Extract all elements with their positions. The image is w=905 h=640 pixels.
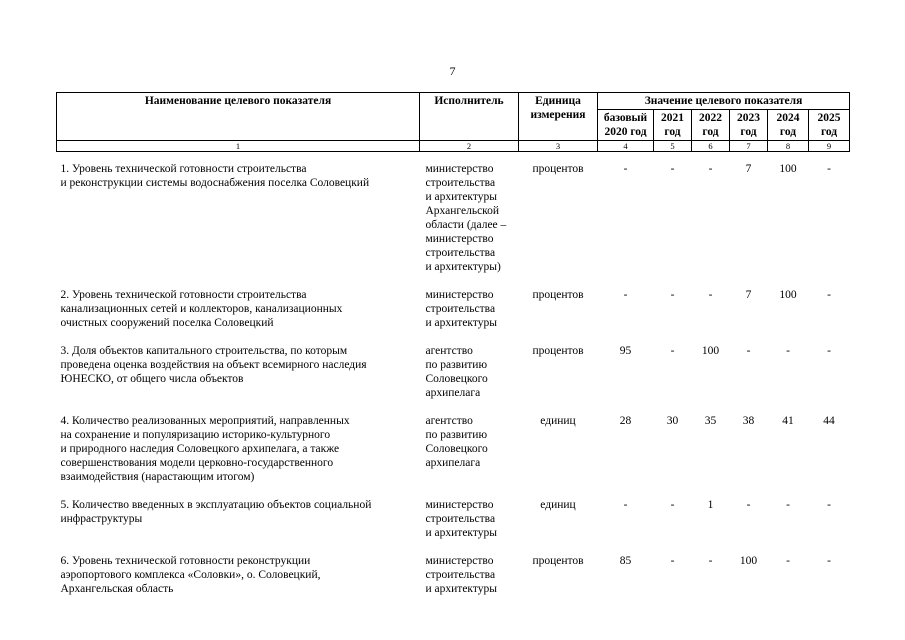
table-body [57,152,850,611]
header-executor: Исполнитель [420,93,519,141]
indicator-executor: министерство строительства и архитектуры [425,289,497,329]
indicator-unit: процентов [532,289,584,301]
col-number: 2 [420,141,519,152]
indicator-value: 100 [701,345,720,357]
indicator-executor: министерство строительства и архитектуры Архангельской области (далее – министерство строительства и архитектуры) [425,163,507,273]
indicator-unit: процентов [532,555,584,567]
table-row [57,554,850,610]
col-number: 8 [768,141,809,152]
indicator-value: - [670,555,675,567]
indicator-value: - [708,289,713,301]
table-row [57,414,850,498]
table-row [57,162,850,288]
indicator-value: 100 [739,555,758,567]
indicator-value: 35 [704,415,717,427]
indicator-executor: министерство строительства и архитектуры [425,499,497,539]
page-number: 7 [449,64,456,78]
indicator-value: 100 [779,163,797,175]
col-number: 6 [692,141,730,152]
indicator-value: - [670,499,675,511]
column-number-row [57,141,850,152]
indicator-value: - [708,555,713,567]
indicator-value: 7 [745,289,752,301]
indicator-value: - [670,345,675,357]
indicator-value: - [623,163,628,175]
indicator-unit: процентов [532,163,584,175]
indicator-value: - [786,499,790,511]
col-number: 4 [598,141,654,152]
header-name: Наименование целевого показателя [57,93,420,141]
indicator-value: - [708,163,713,175]
indicator-value: - [746,345,751,357]
indicator-value: 7 [745,163,752,175]
indicator-value: - [670,289,675,301]
indicator-unit: единиц [540,499,576,511]
col-number: 3 [519,141,598,152]
indicator-value: - [786,345,790,357]
header-year-2023: 2023 год [730,110,768,141]
table-row [57,288,850,344]
col-number: 5 [654,141,692,152]
indicator-value: - [827,163,831,175]
indicator-unit: процентов [532,345,584,357]
indicator-executor: агентство по развитию Соловецкого архипелага [425,345,488,399]
header-year-2021: 2021 год [654,110,692,141]
indicator-value: - [827,499,831,511]
indicator-name: 2. Уровень технической готовности строительства канализационных сетей и коллекторов, канализационных очистных сооружений поселка Соловецкий [60,289,343,329]
table-row [57,498,850,554]
header-year-base: базовый 2020 год [598,110,654,141]
indicator-value: - [623,499,628,511]
header-year-2022: 2022 год [692,110,730,141]
indicator-executor: агентство по развитию Соловецкого архипелага [425,415,488,469]
header-year-2025: 2025 год [809,110,850,141]
indicator-value: 38 [742,415,755,427]
indicator-name: 5. Количество введенных в эксплуатацию объектов социальной инфраструктуры [60,499,372,525]
indicator-value: - [670,163,675,175]
table-row [57,344,850,414]
indicator-value: 1 [707,499,714,511]
indicator-name: 3. Доля объектов капитального строительства, по которым проведена оценка воздействия на объект всемирного наследия ЮНЕСКО, от общего числа объектов [60,345,367,385]
indicator-executor: министерство строительства и архитектуры [425,555,497,595]
indicator-value: 28 [619,415,632,427]
indicator-value: 85 [619,555,632,567]
header-value-group: Значение целевого показателя [598,93,850,110]
col-number: 7 [730,141,768,152]
indicator-value: - [827,289,831,301]
header-unit: Единица измерения [519,93,598,141]
indicator-value: - [786,555,790,567]
header-year-2024: 2024 год [768,110,809,141]
indicator-value: 30 [666,415,679,427]
indicator-value: - [827,555,831,567]
indicator-value: 44 [823,415,835,427]
indicator-name: 4. Количество реализованных мероприятий, направленных на сохранение и популяризацию историко-культурного и природного наследия Соловецкого архипелага, а также совершенствования модели церковно-государственного взаимодействия (нарастающим итогом) [60,415,350,483]
col-number: 9 [809,141,850,152]
indicator-value: 100 [779,289,797,301]
indicator-value: 95 [619,345,632,357]
indicator-name: 6. Уровень технической готовности реконструкции аэропортового комплекса «Соловки», о. Соловецкий, Архангельская область [60,555,321,595]
indicator-value: - [827,345,831,357]
indicator-value: - [623,289,628,301]
indicator-unit: единиц [540,415,576,427]
indicator-value: 41 [782,415,794,427]
col-number: 1 [57,141,420,152]
target-indicators-table [56,92,850,610]
indicator-name: 1. Уровень технической готовности строительства и реконструкции системы водоснабжения поселка Соловецкий [60,163,370,189]
indicator-value: - [746,499,751,511]
